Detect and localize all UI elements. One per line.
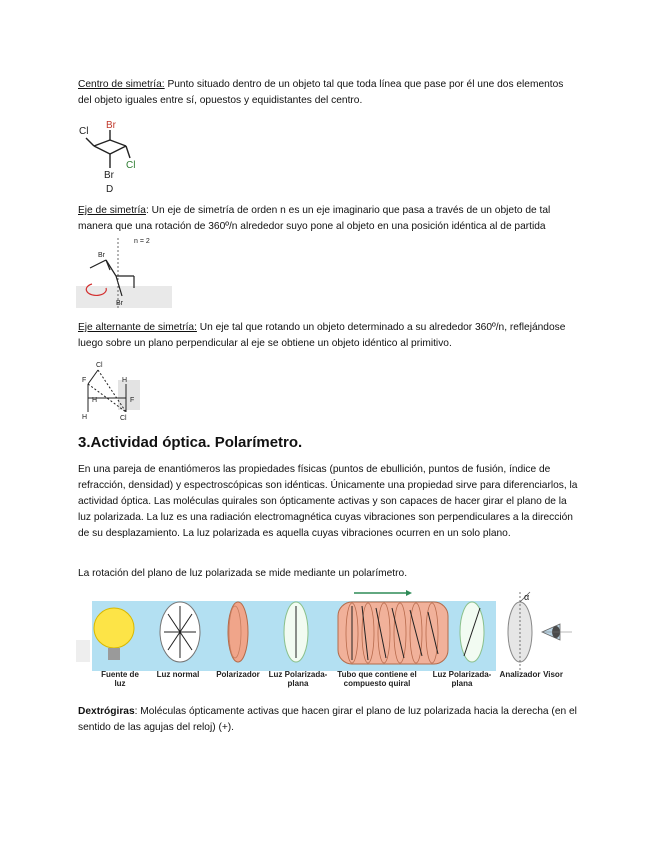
label-sample-tube: Tubo que contiene el compuesto quiral	[337, 670, 417, 688]
watermark-band	[76, 286, 172, 308]
molecule-bonds	[86, 130, 130, 168]
label-polarizer: Polarizador	[216, 670, 260, 679]
label-br-bottom: Br	[104, 170, 114, 181]
paragraph-center-symmetry	[78, 77, 578, 109]
label-viewer: Visor	[543, 670, 563, 679]
paragraph-dextrorotatory	[78, 704, 578, 736]
center-symmetry-figure	[76, 116, 146, 196]
bulb-base-icon	[108, 648, 120, 660]
label-plane-polarized-1: Luz Polarizada-plana	[268, 670, 328, 688]
label-f-1: F	[82, 377, 87, 384]
label-cl-bottom: Cl	[120, 415, 127, 422]
label-light-source: Fuente de luz	[101, 670, 139, 688]
axis-symmetry-figure	[76, 236, 172, 312]
paragraph-axis-symmetry	[78, 203, 578, 235]
paragraph-polarimeter: La rotación del plano de luz polarizada se mide mediante un polarímetro.	[78, 568, 408, 579]
paragraph-optical-activity: En una pareja de enantiómeros las propiedades físicas (puntos de ebullición, puntos de fusión, índice de refracción, densidad) y espectroscópicas son idénticas. Únicamente una propiedad sirve para diferenciarlos, la actividad óptica. Las moléculas quirales son ópticamente activas y son capaces de hacer girar el plano de la luz polarizada. La luz es una radiación electromagnética cuyas vibraciones son perpendiculares a la dirección de su desplazamiento. La luz polarizada es aquella cuyas vibraciones ocurren en un solo plano.	[78, 464, 578, 539]
label-br-2: Br	[116, 300, 123, 307]
paragraph-alternating-axis	[78, 320, 578, 352]
label-br-1: Br	[98, 252, 105, 259]
polarimeter-diagram	[76, 588, 576, 674]
figure-caption: D	[106, 184, 114, 195]
alpha-symbol: α	[524, 592, 530, 602]
direction-arrowhead-icon	[406, 590, 412, 596]
label-f-2: F	[130, 397, 135, 404]
label-h-1: H	[122, 377, 128, 384]
term-center-symmetry: Centro de simetría:	[78, 79, 165, 90]
label-h-2: H	[92, 397, 98, 404]
label-h-3: H	[82, 414, 88, 421]
term-alternating-axis: Eje alternante de simetría:	[78, 322, 197, 333]
term-axis-symmetry: Eje de simetría	[78, 205, 146, 216]
alternating-axis-figure	[78, 358, 144, 424]
label-cl-right: Cl	[126, 160, 136, 171]
label-analyzer: Analizador	[499, 670, 541, 679]
definition-center-symmetry: Punto situado dentro de un objeto tal que toda línea que pase por él une dos elementos del objeto iguales entre sí, opuestos y equidistantes del centro.	[78, 79, 564, 106]
alt-figure-shade	[118, 380, 140, 410]
label-br-top: Br	[106, 120, 116, 131]
definition-dextrorotatory: : Moléculas ópticamente activas que hacen girar el plano de luz polarizada hacia la derecha (en el sentido de las agujas del reloj) (+).	[78, 706, 577, 733]
diagram-edge-left	[76, 640, 90, 662]
definition-alternating-axis: Un eje tal que rotando un objeto determinado a su alrededor 360º/n, reflejándose luego sobre un plano perpendicular al eje se obtiene un objeto idéntico al primitivo.	[78, 322, 566, 349]
label-cl-top: Cl	[96, 362, 103, 369]
light-bulb-icon	[94, 608, 134, 648]
section-heading: 3.Actividad óptica. Polarímetro.	[78, 434, 303, 451]
term-dextrorotatory: Dextrógiras	[78, 706, 135, 717]
label-plane-polarized-2: Luz Polarizada-plana	[432, 670, 492, 688]
definition-axis-symmetry: : Un eje de simetría de orden n es un eje imaginario que pasa a través de un objeto de tal manera que una rotación de 360º/n alrededor suyo pone al objeto en una posición idéntica al de partida	[78, 205, 551, 232]
label-order: n = 2	[134, 238, 150, 245]
polarizer-disc	[228, 602, 248, 662]
label-cl-left: Cl	[79, 126, 89, 137]
label-normal-light: Luz normal	[156, 670, 200, 679]
